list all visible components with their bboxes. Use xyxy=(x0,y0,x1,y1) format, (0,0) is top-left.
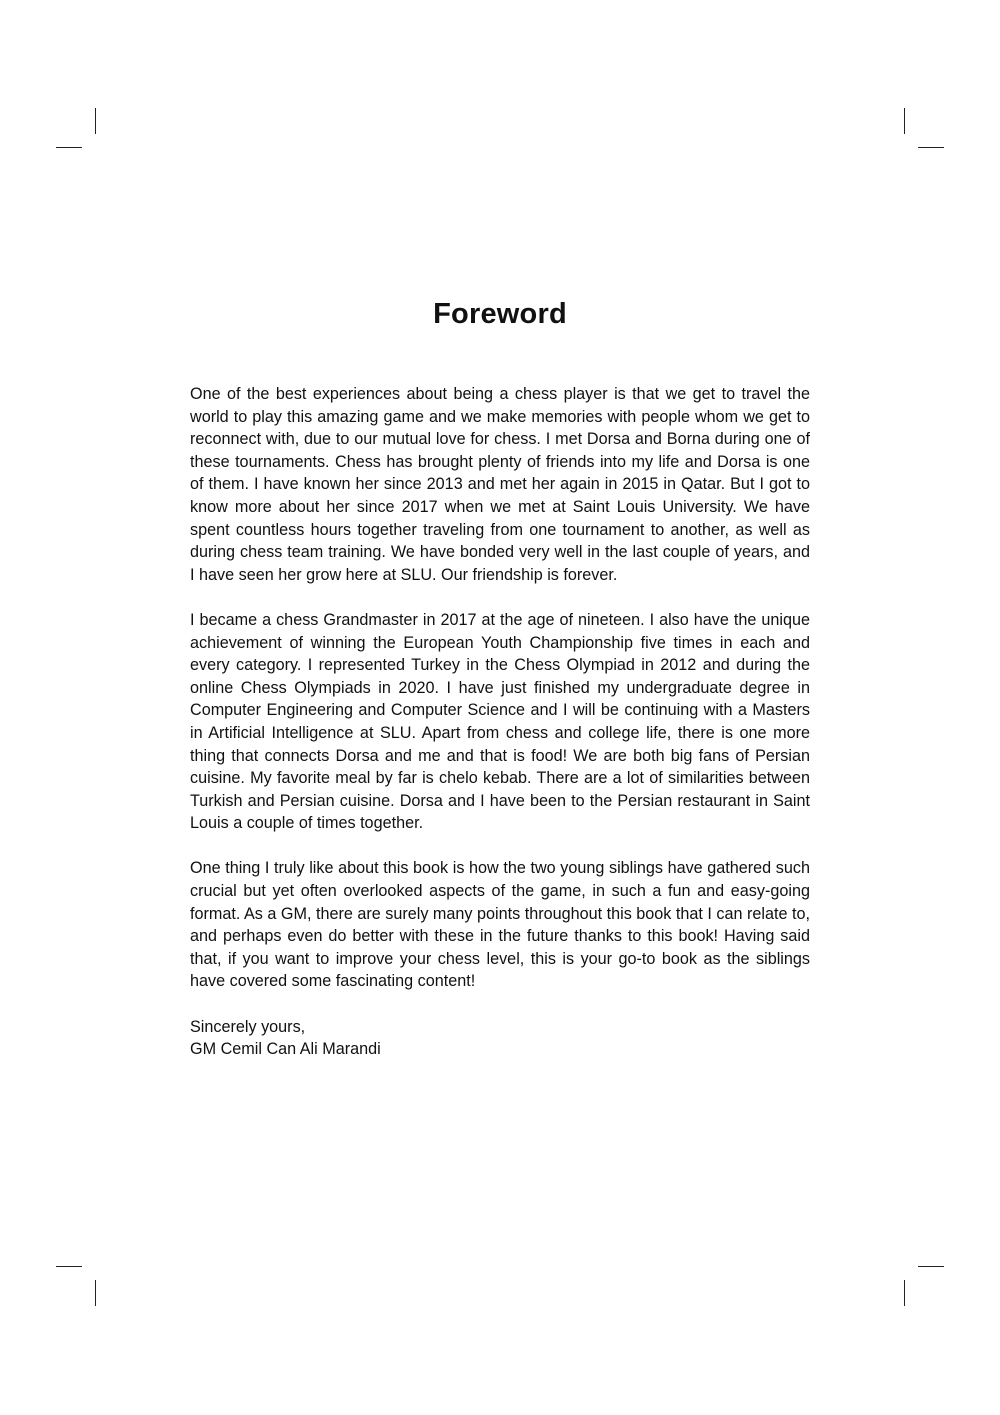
crop-mark-top-left-vertical xyxy=(95,108,96,134)
crop-mark-top-left-horizontal xyxy=(56,147,82,148)
signoff xyxy=(190,1016,810,1061)
crop-mark-bottom-left-horizontal xyxy=(56,1266,82,1267)
paragraph: One of the best experiences about being a chess player is that we get to travel the world to play this amazing game and we make memories with people whom we get to reconnect with, due to our mutual love for chess. I met Dorsa and Borna during one of these tournaments. Chess has brought plenty of friends into my life and Dorsa is one of them. I have known her since 2013 and met her again in 2015 in Qatar. But I got to know more about her since 2017 when we met at Saint Louis University. We have spent countless hours together traveling from one tournament to another, as well as during chess team training. We have bonded very well in the last couple of years, and I have seen her grow here at SLU. Our friendship is forever. xyxy=(190,385,810,584)
signoff-closing: Sincerely yours, xyxy=(190,1017,306,1036)
crop-mark-bottom-left-vertical xyxy=(95,1280,96,1306)
crop-mark-top-right-vertical xyxy=(904,108,905,134)
foreword-body xyxy=(190,383,810,1061)
page-title: Foreword xyxy=(433,298,567,330)
paragraph: One thing I truly like about this book is how the two young siblings have gathered such crucial but yet often overlooked aspects of the game, in such a fun and easy-going format. As a GM, there are surely many points throughout this book that I can relate to, and perhaps even do better with these in the future thanks to this book! Having said that, if you want to improve your chess level, this is your go-to book as the siblings have covered some fascinating content! xyxy=(190,859,810,991)
crop-mark-top-right-horizontal xyxy=(918,147,944,148)
signoff-author: GM Cemil Can Ali Marandi xyxy=(190,1040,381,1059)
crop-mark-bottom-right-vertical xyxy=(904,1280,905,1306)
crop-mark-bottom-right-horizontal xyxy=(918,1266,944,1267)
paragraph: I became a chess Grandmaster in 2017 at the age of nineteen. I also have the unique achievement of winning the European Youth Championship five times in each and every category. I represented Turkey in the Chess Olympiad in 2012 and during the online Chess Olympiads in 2020. I have just finished my undergraduate degree in Computer Engineering and Computer Science and I will be continuing with a Masters in Artificial Intelligence at SLU. Apart from chess and college life, there is one more thing that connects Dorsa and me and that is food! We are both big fans of Persian cuisine. My favorite meal by far is chelo kebab. There are a lot of similarities between Turkish and Persian cuisine. Dorsa and I have been to the Persian restaurant in Saint Louis a couple of times together. xyxy=(190,610,810,833)
